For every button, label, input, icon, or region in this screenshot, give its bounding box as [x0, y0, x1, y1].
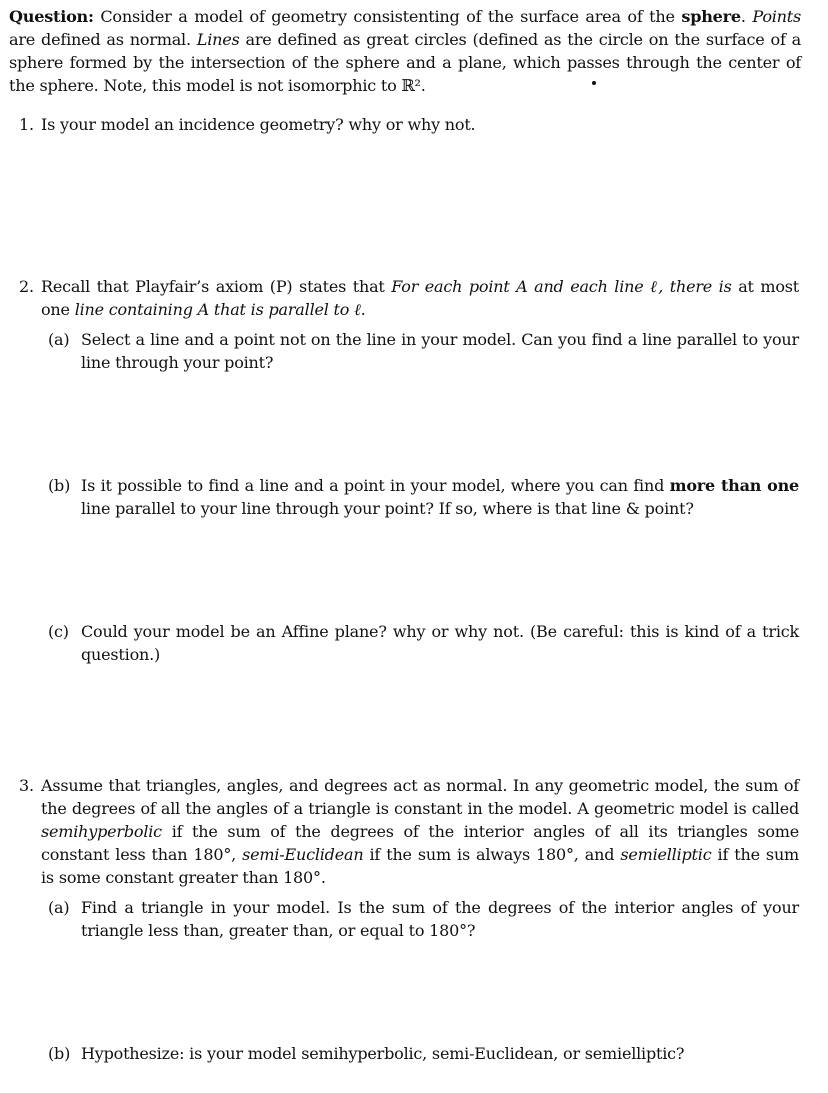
- lines-term: Lines: [196, 30, 240, 49]
- r2-symbol: ℝ²: [401, 76, 421, 95]
- question-3-number: 3.: [19, 776, 34, 795]
- question-2a: [48, 328, 799, 374]
- question-2b-label: (b): [48, 476, 71, 495]
- q2-italic-1: For each point A and each line ℓ, there is: [391, 277, 732, 296]
- question-3a-text: Find a triangle in your model. Is the sum of the degrees of the interior angles of your triangle less than, greater than, or equal to 180°?: [81, 898, 799, 940]
- question-2a-text: Select a line and a point not on the line in your model. Can you find a line parallel to your line through your point?: [81, 330, 799, 372]
- sphere-term: sphere: [681, 7, 741, 26]
- q2b-text-1: Is it possible to find a line and a point in your model, where you can find: [81, 476, 665, 495]
- intro-text-4: are defined as great circles (defined as the circle on the surface of a sphere formed by the intersection of the sphere and a plane, which passes through the center of the sphere. Note, this model is not isomorphic to: [9, 30, 801, 95]
- question-3b: [48, 1042, 799, 1065]
- intro-text-3: are defined as normal.: [9, 30, 191, 49]
- question-label: Question:: [9, 7, 94, 26]
- question-2-number: 2.: [19, 277, 34, 296]
- question-2-text: [41, 275, 799, 321]
- question-1: [19, 113, 799, 136]
- q2-text-2: at most one: [41, 277, 800, 319]
- question-3a: [48, 896, 799, 942]
- question-3b-text: Hypothesize: is your model semihyperbolic, semi-Euclidean, or semielliptic?: [81, 1044, 685, 1063]
- intro-text-1: Consider a model of geometry consistenting of the surface area of the: [100, 7, 675, 26]
- intro-text-5: .: [420, 76, 426, 95]
- stray-dot: [592, 81, 596, 85]
- q3-text-1: Assume that triangles, angles, and degrees act as normal. In any geometric model, the sum of the degrees of all the angles of a triangle is constant in the model. A geometric model is called: [41, 776, 799, 818]
- q3-text-2: if the sum of the degrees of the interior angles of all its triangles some constant less than 180°,: [41, 822, 799, 864]
- semi-euclidean-term: semi-Euclidean: [242, 845, 364, 864]
- question-3-text: [41, 774, 799, 889]
- question-1-text: Is your model an incidence geometry? why or why not.: [41, 115, 476, 134]
- q2-italic-2: line containing A that is parallel to ℓ.: [74, 300, 366, 319]
- question-2a-label: (a): [48, 330, 70, 349]
- question-3: [19, 774, 799, 889]
- q2b-bold: more than one: [669, 476, 799, 495]
- question-2c-label: (c): [48, 622, 69, 641]
- points-term: Points: [752, 7, 801, 26]
- question-2b-text: [81, 474, 799, 520]
- question-intro: [9, 5, 801, 97]
- question-1-number: 1.: [19, 115, 34, 134]
- question-2: [19, 275, 799, 321]
- q2-text-1: Recall that Playfair’s axiom (P) states that: [41, 277, 385, 296]
- semielliptic-term: semielliptic: [620, 845, 712, 864]
- q3-text-3: if the sum is always 180°, and: [369, 845, 615, 864]
- question-2b: [48, 474, 799, 520]
- q2b-text-2: line parallel to your line through your point? If so, where is that line & point?: [81, 499, 694, 518]
- intro-text-2: .: [740, 7, 746, 26]
- q3-text-4: if the sum is some constant greater than 180°.: [41, 845, 800, 887]
- question-3b-label: (b): [48, 1044, 71, 1063]
- semihyperbolic-term: semihyperbolic: [41, 822, 162, 841]
- question-2c: [48, 620, 799, 666]
- question-3a-label: (a): [48, 898, 70, 917]
- question-2c-text: Could your model be an Affine plane? why or why not. (Be careful: this is kind of a trick question.): [81, 622, 799, 664]
